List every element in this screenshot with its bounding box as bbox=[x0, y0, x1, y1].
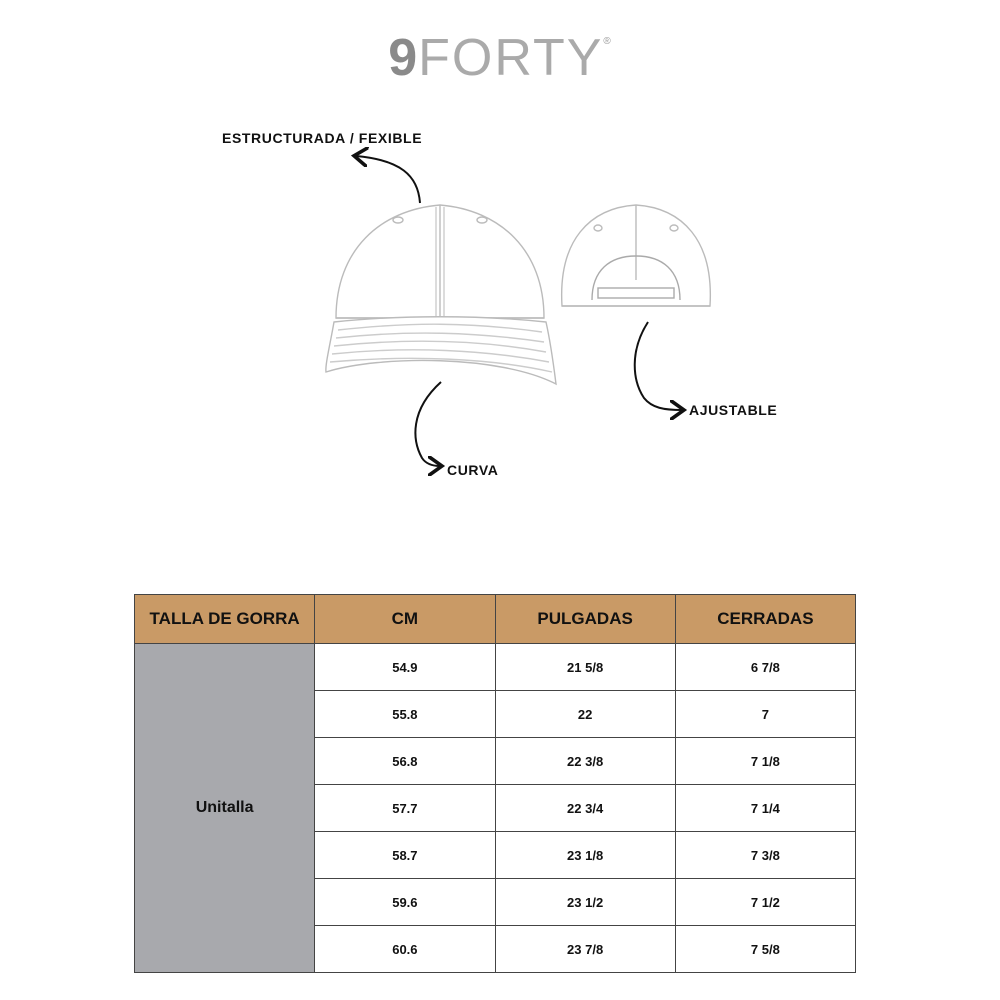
size-name-cell: Unitalla bbox=[135, 644, 315, 973]
curved-arrow-icon bbox=[415, 382, 441, 466]
closed-cell: 7 1/4 bbox=[675, 785, 855, 832]
table-row bbox=[135, 644, 856, 691]
closed-cell: 7 1/2 bbox=[675, 879, 855, 926]
brand-number: 9 bbox=[388, 29, 419, 87]
cm-cell: 56.8 bbox=[315, 738, 495, 785]
cap-front-icon bbox=[326, 205, 556, 384]
header-inches: PULGADAS bbox=[495, 595, 675, 644]
cm-cell: 60.6 bbox=[315, 926, 495, 973]
brand-word: FORTY bbox=[418, 29, 604, 87]
closed-cell: 7 1/8 bbox=[675, 738, 855, 785]
closed-cell: 6 7/8 bbox=[675, 644, 855, 691]
cm-cell: 57.7 bbox=[315, 785, 495, 832]
inches-cell: 23 7/8 bbox=[495, 926, 675, 973]
curved-arrow-icon bbox=[635, 322, 682, 410]
inches-cell: 22 3/4 bbox=[495, 785, 675, 832]
closed-cell: 7 bbox=[675, 691, 855, 738]
adjustable-label: AJUSTABLE bbox=[689, 402, 778, 418]
closed-cell: 7 5/8 bbox=[675, 926, 855, 973]
cm-cell: 58.7 bbox=[315, 832, 495, 879]
header-size: TALLA DE GORRA bbox=[135, 595, 315, 644]
brim-label: CURVA bbox=[447, 462, 499, 478]
registered-mark: ® bbox=[603, 36, 612, 47]
header-cm: CM bbox=[315, 595, 495, 644]
cm-cell: 59.6 bbox=[315, 879, 495, 926]
cm-cell: 54.9 bbox=[315, 644, 495, 691]
inches-cell: 23 1/2 bbox=[495, 879, 675, 926]
structure-label: ESTRUCTURADA / FEXIBLE bbox=[222, 130, 423, 146]
closed-cell: 7 3/8 bbox=[675, 832, 855, 879]
table-header-row bbox=[135, 595, 856, 644]
cap-back-icon bbox=[562, 205, 711, 306]
size-table bbox=[134, 594, 856, 973]
inches-cell: 23 1/8 bbox=[495, 832, 675, 879]
inches-cell: 21 5/8 bbox=[495, 644, 675, 691]
inches-cell: 22 bbox=[495, 691, 675, 738]
inches-cell: 22 3/8 bbox=[495, 738, 675, 785]
curved-arrow-icon bbox=[356, 156, 420, 203]
cm-cell: 55.8 bbox=[315, 691, 495, 738]
header-closed: CERRADAS bbox=[675, 595, 855, 644]
